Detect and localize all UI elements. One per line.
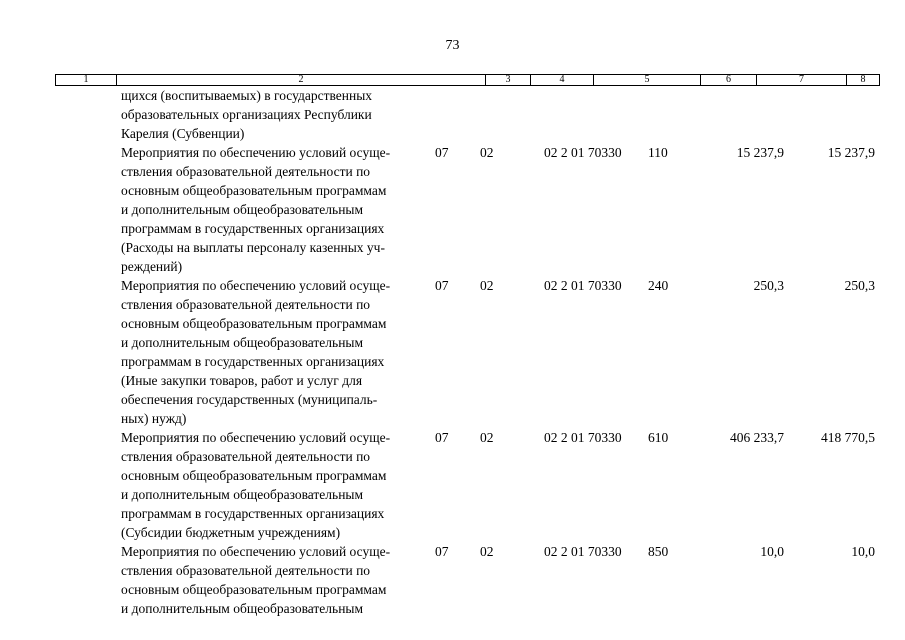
header-cell-5: 5	[593, 75, 700, 85]
description-line: и дополнительным общеобразовательным	[121, 202, 364, 217]
section-code: 07	[435, 544, 449, 559]
table-row	[0, 86, 905, 143]
description-line: основным общеобразовательным программам	[121, 582, 387, 597]
amount-year-1: 15 237,9	[736, 145, 784, 160]
amount-year-1: 10,0	[760, 544, 784, 559]
header-cell-3: 3	[485, 75, 530, 85]
description-line: щихся (воспитываемых) в государственных	[121, 88, 373, 103]
table-row	[0, 143, 905, 276]
amount-year-2: 250,3	[844, 278, 875, 293]
description-line: Мероприятия по обеспечению условий осуще-	[121, 430, 391, 445]
target-article-code: 02 2 01 70330	[544, 544, 622, 559]
header-cell-2: 2	[116, 75, 485, 85]
description-line: и дополнительным общеобразовательным	[121, 335, 364, 350]
subsection-code: 02	[480, 278, 494, 293]
expense-type-code: 110	[648, 145, 668, 160]
header-cell-7: 7	[756, 75, 846, 85]
subsection-code: 02	[480, 145, 494, 160]
subsection-code: 02	[480, 544, 494, 559]
header-cell-6: 6	[700, 75, 756, 85]
expense-type-code: 610	[648, 430, 669, 445]
description-line: программам в государственных организациях	[121, 221, 385, 236]
description-line: образовательных организациях Республики	[121, 107, 372, 122]
description-line: основным общеобразовательным программам	[121, 183, 387, 198]
description-line: Мероприятия по обеспечению условий осуще-	[121, 278, 391, 293]
description-line: (Иные закупки товаров, работ и услуг для	[121, 373, 363, 388]
description-line: и дополнительным общеобразовательным	[121, 487, 364, 502]
description-line: Мероприятия по обеспечению условий осуще-	[121, 145, 391, 160]
description-line: обеспечения государственных (муниципаль-	[121, 392, 378, 407]
description-line: программам в государственных организациях	[121, 354, 385, 369]
table-row	[0, 542, 905, 618]
subsection-code: 02	[480, 430, 494, 445]
description-line: ствления образовательной деятельности по	[121, 449, 371, 464]
description-line: основным общеобразовательным программам	[121, 316, 387, 331]
table-body	[0, 86, 905, 618]
table-row	[0, 428, 905, 542]
description-line: и дополнительным общеобразовательным	[121, 601, 364, 616]
expense-type-code: 850	[648, 544, 669, 559]
row-description	[121, 143, 421, 276]
table-header-row	[55, 74, 880, 86]
amount-year-1: 250,3	[753, 278, 784, 293]
description-line: ствления образовательной деятельности по	[121, 297, 371, 312]
description-line: ных) нужд)	[121, 411, 187, 426]
description-line: (Субсидии бюджетным учреждениям)	[121, 525, 341, 540]
expense-type-code: 240	[648, 278, 669, 293]
description-line: Карелия (Субвенции)	[121, 126, 245, 141]
row-description	[121, 276, 421, 428]
target-article-code: 02 2 01 70330	[544, 145, 622, 160]
amount-year-2: 418 770,5	[821, 430, 875, 445]
description-line: Мероприятия по обеспечению условий осуще-	[121, 544, 391, 559]
description-line: ствления образовательной деятельности по	[121, 164, 371, 179]
row-description	[121, 542, 421, 618]
header-cell-8: 8	[846, 75, 879, 85]
target-article-code: 02 2 01 70330	[544, 278, 622, 293]
header-cell-4: 4	[530, 75, 593, 85]
table-row	[0, 276, 905, 428]
amount-year-2: 15 237,9	[827, 145, 875, 160]
header-cell-1: 1	[83, 74, 89, 85]
description-line: программам в государственных организациях	[121, 506, 385, 521]
amount-year-2: 10,0	[851, 544, 875, 559]
row-description	[121, 428, 421, 542]
section-code: 07	[435, 430, 449, 445]
description-line: основным общеобразовательным программам	[121, 468, 387, 483]
description-line: реждений)	[121, 259, 183, 274]
row-description	[121, 86, 421, 143]
section-code: 07	[435, 145, 449, 160]
target-article-code: 02 2 01 70330	[544, 430, 622, 445]
description-line: (Расходы на выплаты персоналу казенных уч-	[121, 240, 385, 255]
page-number: 73	[445, 38, 460, 53]
amount-year-1: 406 233,7	[730, 430, 784, 445]
section-code: 07	[435, 278, 449, 293]
description-line: ствления образовательной деятельности по	[121, 563, 371, 578]
